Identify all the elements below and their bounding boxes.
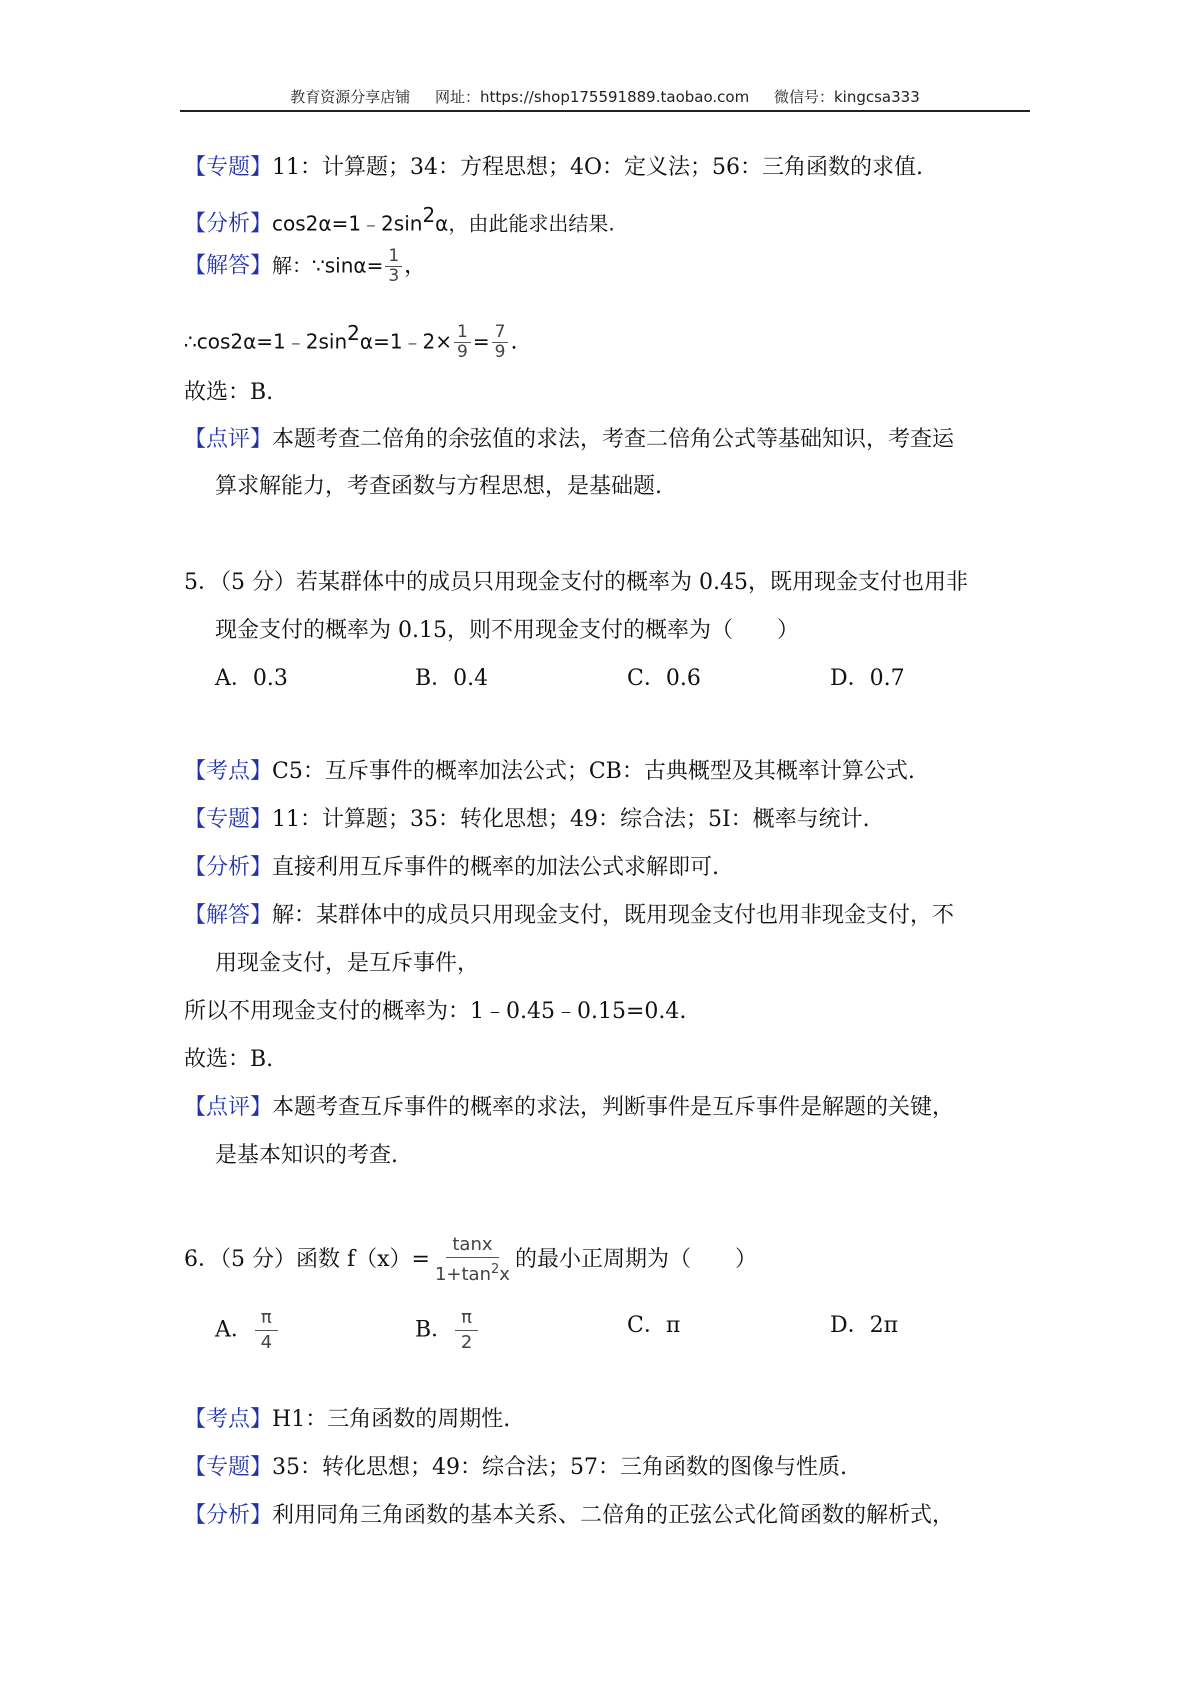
denominator: 9 <box>457 341 468 362</box>
denominator-var: x <box>499 1264 510 1285</box>
comma: ， <box>404 253 427 279</box>
q4-analysis <box>184 200 615 239</box>
topic-tag: 【专题】 <box>184 155 273 180</box>
q5-stem-cont: 现金支付的概率为 0.15，则不用现金支付的概率为（ ） <box>215 618 799 643</box>
q5-stem: 5．（5 分）若某群体中的成员只用现金支付的概率为 0.45，既用现金支付也用非 <box>184 570 968 595</box>
option-label: A． <box>215 1317 253 1343</box>
q5-topic <box>184 805 870 835</box>
q5-choice: 故选：B. <box>184 1047 274 1072</box>
q6-point <box>184 1405 510 1435</box>
denominator: 3 <box>388 266 400 286</box>
numerator: 1 <box>385 247 402 267</box>
topic-tag: 【专题】 <box>184 1455 273 1480</box>
denominator-base: 1+tan <box>434 1264 491 1285</box>
option-label: B． <box>415 1317 454 1343</box>
comment-tag: 【点评】 <box>184 1095 273 1120</box>
analysis-tag: 【分析】 <box>184 855 273 880</box>
numerator: π <box>255 1306 278 1331</box>
denominator: 4 <box>260 1332 273 1353</box>
header-rule <box>180 110 1030 112</box>
q5-solution-cont: 用现金支付，是互斥事件， <box>215 951 480 976</box>
exponent: 2 <box>491 1262 500 1277</box>
comment-tag: 【点评】 <box>184 427 273 452</box>
q6-analysis <box>184 1501 954 1531</box>
fraction-seven-ninths <box>492 323 509 362</box>
analysis-text: 利用同角三角函数的基本关系、二倍角的正弦公式化简函数的解析式， <box>272 1503 955 1528</box>
stem-text: 6．（5 分）函数 f（x）= <box>184 1247 430 1272</box>
solution-text: 解：某群体中的成员只用现金支付，既用现金支付也用非现金支付，不 <box>272 903 955 928</box>
denominator: 9 <box>494 341 506 362</box>
denominator: 2 <box>460 1332 473 1353</box>
fraction-one-ninth <box>454 323 471 362</box>
analysis-tag: 【分析】 <box>184 1503 273 1528</box>
q5-analysis <box>184 853 719 883</box>
topic-text: 35：转化思想；49：综合法；57：三角函数的图像与性质. <box>272 1455 847 1480</box>
topic-text: 11：计算题；35：转化思想；49：综合法；5I：概率与统计. <box>272 807 870 832</box>
q4-comment-cont: 算求解能力，考查函数与方程思想，是基础题. <box>215 474 662 499</box>
fraction-pi-over-2 <box>455 1306 478 1355</box>
comment-text: 本题考查互斥事件的概率的求法，判断事件是互斥事件是解题的关键， <box>272 1095 955 1120</box>
q6-topic <box>184 1453 847 1483</box>
numerator: tanx <box>446 1233 498 1258</box>
point-tag: 【考点】 <box>184 1407 273 1432</box>
page-header <box>180 86 1030 107</box>
stem-text-cont: 的最小正周期为（ ） <box>514 1247 757 1272</box>
q4-choice: 故选：B. <box>184 380 274 405</box>
analysis-tag: 【分析】 <box>184 211 273 237</box>
q6-option-a <box>215 1306 280 1355</box>
q6-option-c: C．π <box>627 1313 681 1338</box>
wechat-id: 微信号：kingcsa333 <box>773 88 920 106</box>
fraction-one-third <box>385 247 402 286</box>
q4-step <box>184 318 517 362</box>
q5-option-a: A．0.3 <box>215 666 288 691</box>
shop-name: 教育资源分享店铺 <box>290 88 411 106</box>
solution-tag: 【解答】 <box>184 903 273 928</box>
q5-comment-cont: 是基本知识的考查. <box>215 1143 398 1168</box>
q5-option-b: B．0.4 <box>415 666 489 691</box>
solution-tag: 【解答】 <box>184 253 273 279</box>
topic-tag: 【专题】 <box>184 807 273 832</box>
topic-text: 11：计算题；34：方程思想；4O：定义法；56：三角函数的求值. <box>272 155 924 180</box>
point-text: C5：互斥事件的概率加法公式；CB：古典概型及其概率计算公式. <box>272 759 915 784</box>
q5-solution <box>184 901 954 931</box>
q6-option-d: D．2π <box>830 1313 899 1338</box>
q5-option-c: C．0.6 <box>627 666 701 691</box>
q6-option-b <box>415 1306 480 1355</box>
exponent: 2 <box>347 321 360 345</box>
q5-option-d: D．0.7 <box>830 666 905 691</box>
step-formula-cont: α=1﹣2× <box>359 329 453 354</box>
q4-solution <box>184 247 426 286</box>
q5-solution-result: 所以不用现金支付的概率为：1﹣0.45﹣0.15=0.4. <box>184 999 687 1024</box>
q4-topic <box>184 153 923 183</box>
solution-text: 解：∵sinα= <box>272 253 384 278</box>
analysis-text: α，由此能求出结果. <box>435 211 615 236</box>
step-formula: ∴cos2α=1﹣2sin <box>184 329 348 354</box>
comment-text: 本题考查二倍角的余弦值的求法，考查二倍角公式等基础知识，考查运 <box>272 427 955 452</box>
period: . <box>510 329 518 355</box>
numerator: 7 <box>492 323 509 343</box>
point-text: H1：三角函数的周期性. <box>272 1407 511 1432</box>
q6-stem <box>184 1233 757 1287</box>
analysis-text: 直接利用互斥事件的概率的加法公式求解即可. <box>272 855 720 880</box>
q4-comment <box>184 425 954 455</box>
numerator: 1 <box>454 323 471 343</box>
numerator: π <box>455 1306 478 1331</box>
q5-comment <box>184 1093 954 1123</box>
q5-point <box>184 757 915 787</box>
function-fraction <box>432 1233 513 1287</box>
exponent: 2 <box>422 203 436 227</box>
equals-sign: = <box>472 329 490 354</box>
denominator <box>432 1258 513 1287</box>
fraction-pi-over-4 <box>255 1306 278 1355</box>
shop-url[interactable]: 网址：https://shop175591889.taobao.com <box>435 88 750 106</box>
point-tag: 【考点】 <box>184 759 273 784</box>
analysis-formula: cos2α=1﹣2sin <box>272 211 423 236</box>
